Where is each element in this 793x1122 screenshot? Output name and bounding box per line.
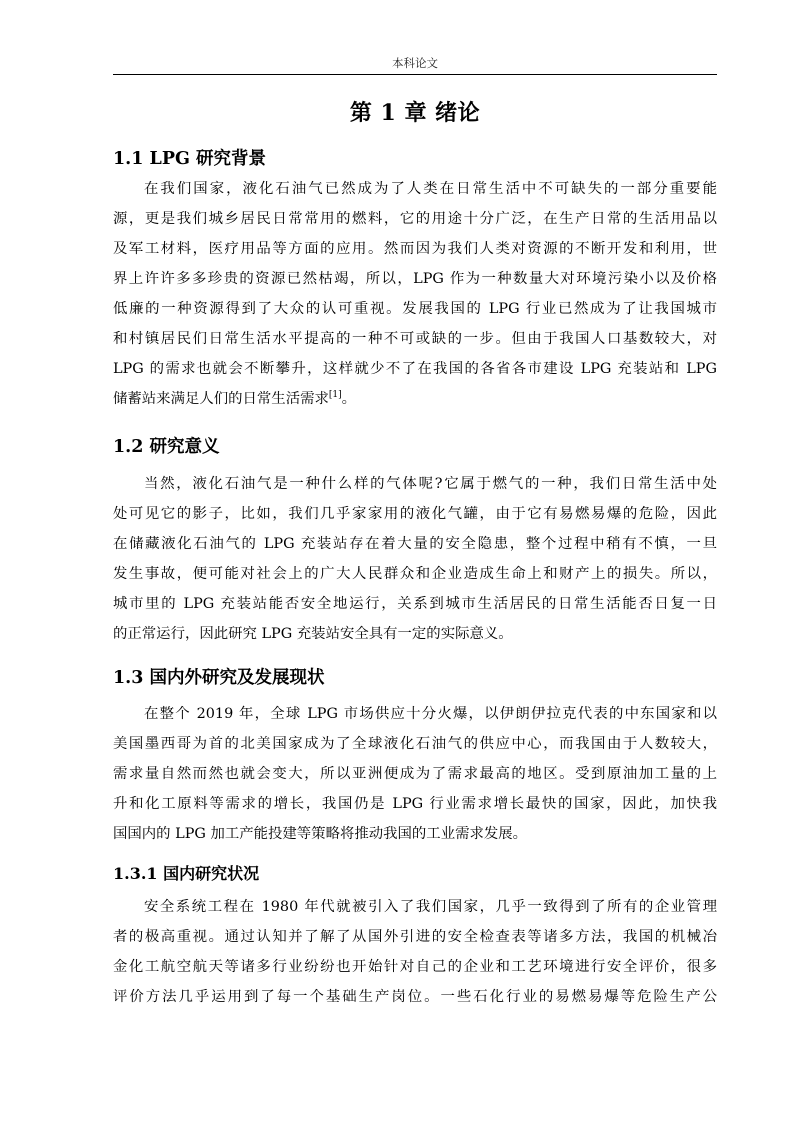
paragraph-line: 源，更是我们城乡居民日常常用的燃料，它的用途十分广泛，在生产日常的生活用品以 <box>113 211 717 227</box>
section-body-1-1 <box>113 174 717 414</box>
paragraph-line: 低廉的一种资源得到了大众的认可重视。发展我国的 LPG 行业已然成为了让我国城市 <box>113 301 717 317</box>
section-heading-1-2: 1.2 研究意义 <box>113 437 220 457</box>
paragraph-line: 发生事故，便可能对社会上的广大人民群众和企业造成生命上和财产上的损失。所以， <box>113 566 717 582</box>
paragraph-line: LPG 的需求也就会不断攀升，这样就少不了在我国的各省各市建设 LPG 充装站和 LPG <box>113 361 717 377</box>
paragraph-line: 和村镇居民们日常生活水平提高的一种不可或缺的一步。但由于我国人口基数较大，对 <box>113 331 717 347</box>
paragraph-line: 美国墨西哥为首的北美国家成为了全球液化石油气的供应中心，而我国由于人数较大， <box>113 736 717 752</box>
section-body-1-3 <box>113 699 717 849</box>
section-heading-1-1: 1.1 LPG 研究背景 <box>113 149 267 169</box>
paragraph-line: 升和化工原料等需求的增长，我国仍是 LPG 行业需求增长最快的国家，因此，加快我 <box>113 796 717 812</box>
paragraph-line: 界上许许多多珍贵的资源已然枯竭，所以，LPG 作为一种数量大对环境污染小以及价格 <box>113 271 717 287</box>
paragraph-line: 当然，液化石油气是一种什么样的气体呢?它属于燃气的一种，我们日常生活中处 <box>144 476 717 492</box>
paragraph-line: 的正常运行，因此研究 LPG 充装站安全具有一定的实际意义。 <box>113 626 513 642</box>
header-rule <box>113 74 717 75</box>
section-heading-1-3: 1.3 国内外研究及发展现状 <box>113 668 325 688</box>
paragraph-line: 者的极高重视。通过认知并了解了从国外引进的安全检查表等诸多方法，我国的机械冶 <box>113 929 717 945</box>
paragraph-line: 处可见它的影子，比如，我们几乎家家用的液化气罐，由于它有易燃易爆的危险，因此 <box>113 506 717 522</box>
chapter-title: 第 1 章 绪论 <box>349 100 481 126</box>
paragraph-line <box>113 384 717 414</box>
subsection-body-1-3-1 <box>113 892 717 1012</box>
paragraph-line: 在我们国家，液化石油气已然成为了人类在日常生活中不可缺失的一部分重要能 <box>144 181 717 197</box>
paragraph-line: 金化工航空航天等诸多行业纷纷也开始针对自己的企业和工艺环境进行安全评价，很多 <box>113 959 717 975</box>
paragraph-line: 及军工材料，医疗用品等方面的应用。然而因为我们人类对资源的不断开发和利用，世 <box>113 241 717 257</box>
paragraph-line: 城市里的 LPG 充装站能否安全地运行，关系到城市生活居民的日常生活能否日复一日 <box>113 596 717 612</box>
section-body-1-2 <box>113 469 717 649</box>
paragraph-line: 评价方法几乎运用到了每一个基础生产岗位。一些石化行业的易燃易爆等危险生产公 <box>113 989 717 1005</box>
paragraph-line: 国国内的 LPG 加工产能投建等策略将推动我国的工业需求发展。 <box>113 826 528 842</box>
citation-marker: [1] <box>328 390 342 400</box>
paragraph-line: 在储藏液化石油气的 LPG 充装站存在着大量的安全隐患，整个过程中稍有不慎，一旦 <box>113 536 717 552</box>
end-punctuation: 。 <box>341 391 357 407</box>
paragraph-line: 需求量自然而然也就会变大，所以亚洲便成为了需求最高的地区。受到原油加工量的上 <box>113 766 717 782</box>
running-header: 本科论文 <box>392 56 438 70</box>
subsection-heading-1-3-1: 1.3.1 国内研究状况 <box>113 864 260 883</box>
paragraph-line: 在整个 2019 年，全球 LPG 市场供应十分火爆，以伊朗伊拉克代表的中东国家和以 <box>144 706 717 722</box>
paragraph-line: 安全系统工程在 1980 年代就被引入了我们国家，几乎一致得到了所有的企业管理 <box>144 899 717 915</box>
line-text: 储蓄站来满足人们的日常生活需求 <box>113 391 329 407</box>
